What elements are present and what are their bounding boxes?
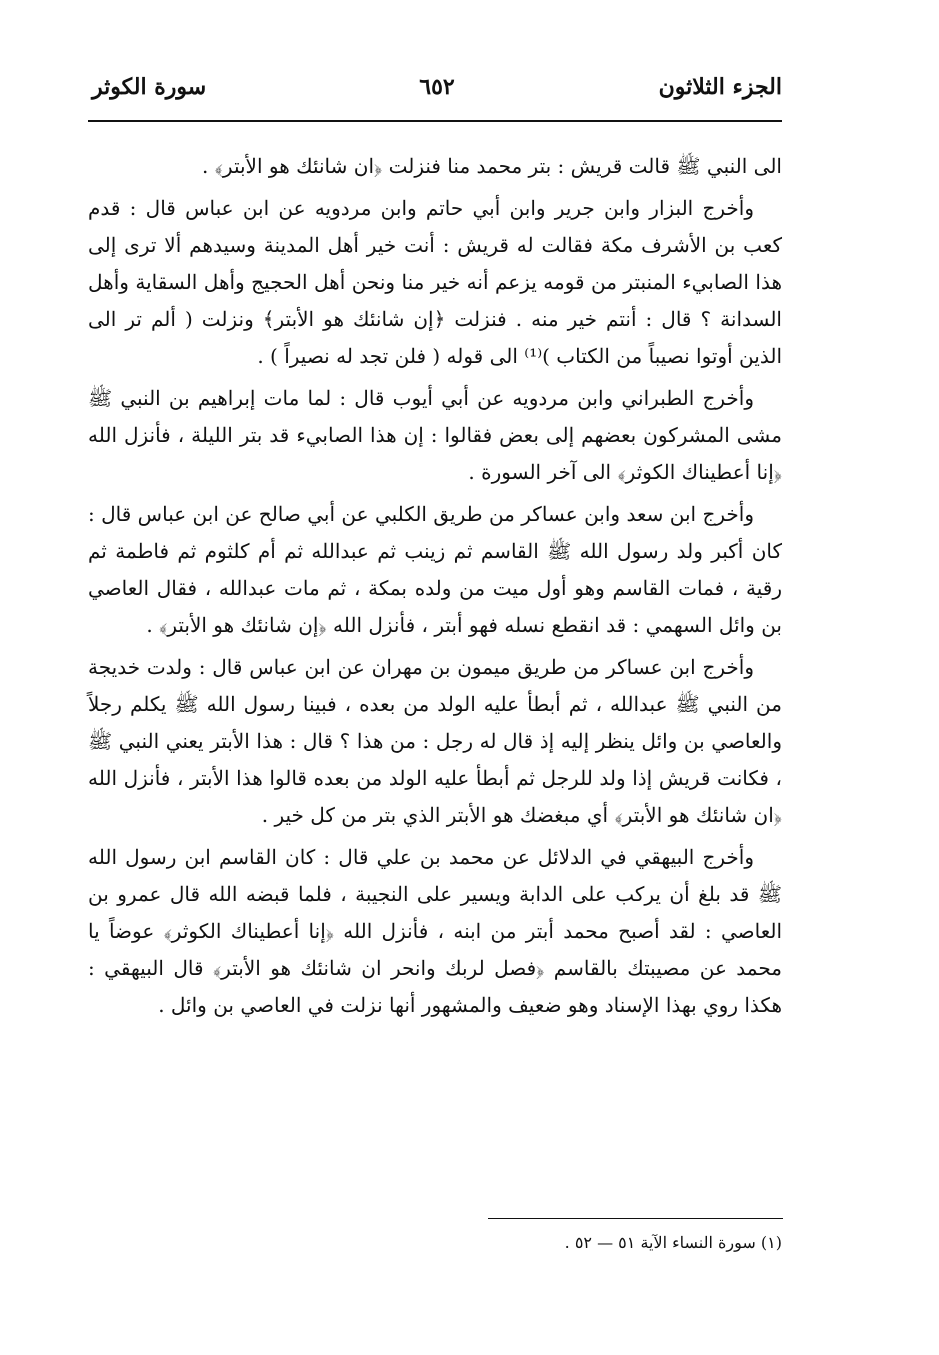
paragraph-3: وأخرج الطبراني وابن مردويه عن أبي أيوب قال : لما مات إبراهيم بن النبي ﷺ مشى المشركون بعضهم إلى بعض فقالوا : إن هذا الصابيء قد بتر الليلة ، فأنزل الله ﴿إنا أعطيناك الكوثر﴾ الى آخر السورة . bbox=[88, 386, 782, 484]
page-header bbox=[92, 66, 782, 110]
page-number: ٦٥٢ bbox=[419, 74, 455, 100]
paragraph-5: وأخرج ابن عساكر من طريق ميمون بن مهران عن ابن عباس قال : ولدت خديجة من النبي ﷺ عبدالله ، ثم أبطأ عليه الولد من بعده ، فبينا رسول الله ﷺ يكلم رجلاً والعاصي بن وائل ينظر إليه إذ قال له رجل : من هذا ؟ قال : هذا الأبتر يعني النبي ﷺ ، فكانت قريش إذا ولد للرجل ثم أبطأ عليه الولد من بعده قالوا هذا الأبتر ، فأنزل الله ﴿ان شانئك هو الأبتر﴾ أي مبغضك هو الأبتر الذي بتر من كل خير . bbox=[88, 655, 782, 827]
paragraph-1: الى النبي ﷺ قالت قريش : بتر محمد منا فنزلت ﴿ان شانئك هو الأبتر﴾ . bbox=[201, 154, 782, 178]
page-body bbox=[88, 148, 782, 1029]
header-divider bbox=[88, 120, 782, 122]
paragraph-4: وأخرج ابن سعد وابن عساكر من طريق الكلبي عن أبي صالح عن ابن عباس قال : كان أكبر ولد رسول الله ﷺ القاسم ثم زينب ثم عبدالله ثم أم كلثوم ثم فاطمة ثم رقية ، فمات القاسم وهو أول ميت من ولده بمكة ، ثم مات عبدالله ، فقال العاصي بن وائل السهمي : قد انقطع نسله فهو أبتر ، فأنزل الله ﴿إن شانئك هو الأبتر﴾ . bbox=[88, 502, 782, 637]
paragraph-2: وأخرج البزار وابن جرير وابن أبي حاتم وابن مردويه عن ابن عباس قال : قدم كعب بن الأشرف مكة فقالت له قريش : أنت خير أهل المدينة وسيدهم ألا ترى إلى هذا الصابيء المنبتر من قومه يزعم أنه خير منا ونحن أهل الحجيج وأهل السقاية وأهل السدانة ؟ قال : أنتم خير منه . فنزلت ﴿إن شانئك هو الأبتر﴾ ونزلت ( ألم تر الى الذين أوتوا نصيباً من الكتاب )⁽¹⁾ الى قوله ( فلن تجد له نصيراً ) . bbox=[88, 196, 782, 368]
footnote: (١) سورة النساء الآية ٥١ — ٥٢ . bbox=[564, 1233, 782, 1252]
footnote-divider bbox=[488, 1218, 783, 1219]
paragraph-6: وأخرج البيهقي في الدلائل عن محمد بن علي قال : كان القاسم ابن رسول الله ﷺ قد بلغ أن يركب على الدابة ويسير على النجيبة ، فلما قبضه الله قال عمرو بن العاصي : لقد أصبح محمد أبتر من ابنه ، فأنزل الله ﴿إنا أعطيناك الكوثر﴾ عوضاً يا محمد عن مصيبتك بالقاسم ﴿فصل لربك وانحر ان شانئك هو الأبتر﴾ قال البيهقي : هكذا روي بهذا الإسناد وهو ضعيف والمشهور أنها نزلت في العاصي بن وائل . bbox=[88, 845, 782, 1017]
juz-title: الجزء الثلاثون bbox=[658, 74, 782, 100]
surah-title: سورة الكوثر bbox=[92, 74, 207, 100]
